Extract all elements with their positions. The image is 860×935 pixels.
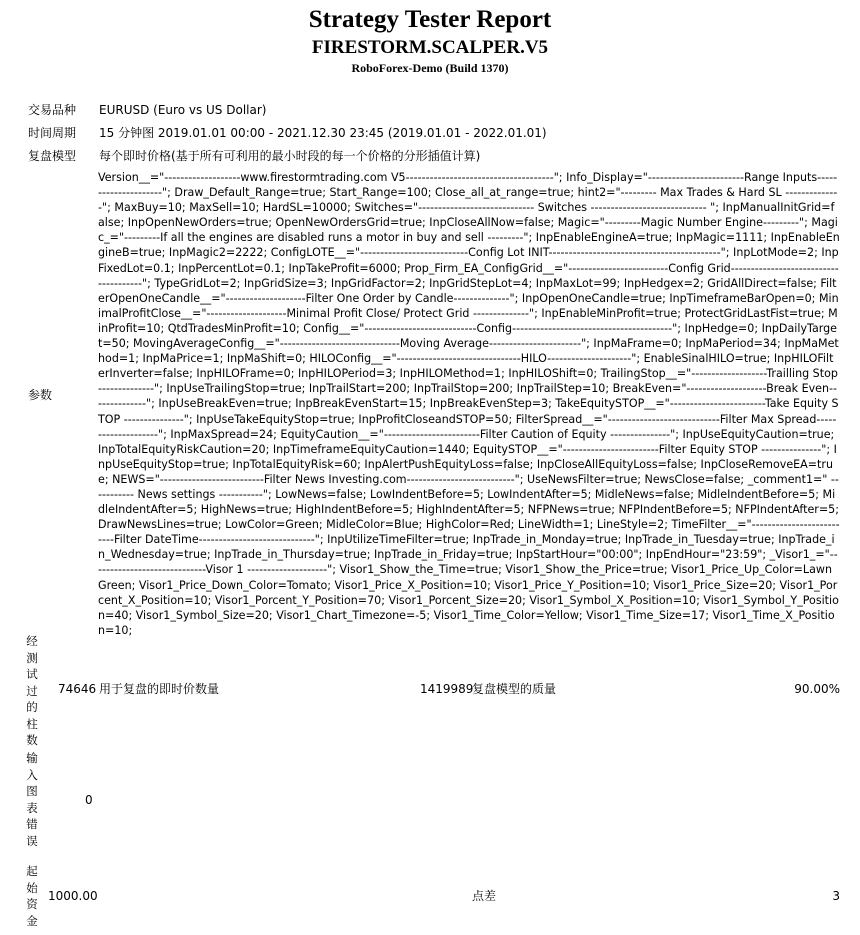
model-value: 每个即时价格(基于所有可利用的最小时段的每一个价格的分形插值计算) [99,149,481,163]
deposit-value: 1000.00 [48,889,98,903]
errors-label: 输入图表错误 [26,751,38,848]
symbol-value: EURUSD (Euro vs US Dollar) [99,103,267,117]
symbol-label: 交易品种 [28,103,77,117]
server-build: RoboForex-Demo (Build 1370) [351,61,509,75]
params-value: Version__="-------------------www.firestormtrading.com V5-------------------------------------"; Info_Display="------------------------Range Inputs---------------------"; Draw_Default_Range=true; Start_Range=100; Close_all_at_range=true; hint2="--------- Max Trades & Hard SL --------------"; MaxBuy=10; MaxSell=10; HardSL=10000; Switches="----------------------------- Switches ----------------------------- "; InpManualInitGrid=false; InpOpenNewOrders=true; OpenNewOrdersGrid=true; InpCloseAllNow=false; Magic="---------Magic Number Engine---------"; Magic_="---------If all the engines are disabled runs a motor in buy and sell ---------"; InpEnableEngineA=true; InpMagic=1111; InpEnableEngineB=true; InpMagic2=2222; ConfigLOTE__="---------------------------Config Lot INIT-------------------------------------------"; InpLotMode=2; InpFixedLot=0.1; InpPercentLot=0.1; InpTakeProfit=6000; Prop_Firm_EA_ConfigGrid__="-------------------------Config Grid--------------------------------------"; TypeGridLot=2; InpGridSize=3; InpGridFactor=2; InpGridStepLot=4; InpMaxLot=99; InpHedgex=2; GridAllDirect=false; FilterOpenOneCandle__="--------------------Filter One Order by Candle--------------"; InpOpenOneCandle=true; InpTimeframeBarOpen=0; MinimalProfitClose__="--------------------Minimal Profit Close/ Protect Grid --------------"; InpEnableMinProfit=true; ProtectGridLastFist=true; MinProfit=10; QtdTradesMinProfit=10; Config__="----------------------------Config----------------------------------------"; InpHedge=0; InpDailyTarget=50; MovingAverageConfig__="------------------------------Moving Average-----------------------"; InpMaFrame=0; InpMaPeriod=34; InpMaMethod=1; InpMaPrice=1; InpMaShift=0; HILOConfig__="-------------------------------HILO---------------------"; EnableSinalHILO=true; InpHILOFilterInverter=false; InpHILOFrame=0; InpHILOPeriod=3; InpHILOMethod=1; InpHILOShift=0; TrailingStop__="-------------------Trailling Stop--------------"; InpUseTrailingStop=true; InpTrailStart=200; InpTrailStop=200; InpTrailStep=10; BreakEven="--------------------Break Even--------------"; InpUseBreakEven=true; InpBreakEvenStart=15; InpBreakEvenStep=3; TakeEquitySTOP__="------------------------Take Equity STOP ---------------"; InpUseTakeEquityStop=true; InpProfitCloseandSTOP=50; FilterSpread__="----------------------------Filter Max Spread--------------------"; InpMaxSpread=24; EquityCaution__="------------------------Filter Caution of Equity ---------------"; InpUseEquityCaution=true; InpTotalEquityRiskCaution=20; InpTimeframeEquityCaution=1440; EquitySTOP__="------------------------Filter Equity STOP ---------------"; InpUseEquityStop=true; InpTotalEquityRisk=60; InpAlertPushEquityLoss=false; InpCloseAllEquityLoss=false; InpCloseRemoveEA=true; NEWS="--------------------------Filter News Investing.com---------------------------"; UseNewsFilter=true; NewsClose=false; _comment1=" ----------- News settings -----------"; LowNews=false; LowIndentBefore=5; LowIndentAfter=5; MidleNews=false; MidleIndentBefore=5; MidleIndentAfter=5; HighNews=true; HighIndentBefore=5; HighIndentAfter=5; NFPNews=true; NFPIndentBefore=5; NFPIndentAfter=5; DrawNewsLines=true; LowColor=Green; MidleColor=Blue; HighColor=Red; LineWidth=1; LineStyle=2; TimeFilter__="--------------------------Filter DateTime-----------------------------"; InpUtilizeTimeFilter=true; InpTrade_in_Monday=true; InpTrade_in_Tuesday=true; InpTrade_in_Wednesday=true; InpTrade_in_Thursday=true; InpTrade_in_Friday=true; InpStartHour="00:00"; InpEndHour="23:59"; _Visor1_="-----------------------------Visor 1 --------------------"; Visor1_Show_the_Time=true; Visor1_Show_the_Price=true; Visor1_Price_Up_Color=LawnGreen; Visor1_Price_Down_Color=Tomato; Visor1_Price_X_Position=10; Visor1_Price_Y_Position=10; Visor1_Price_Size=20; Visor1_Porcent_X_Position=10; Visor1_Porcent_Y_Position=70; Visor1_Porcent_Size=20; Visor1_Symbol_X_Position=10; Visor1_Symbol_Y_Position=40; Visor1_Symbol_Size=20; Visor1_Chart_Timezone=-5; Visor1_Time_Color=Yellow; Visor1_Time_Size=17; Visor1_Time_X_Position=10; [98,171,840,637]
spread-value: 3 [832,889,840,903]
params-label: 参数 [28,388,53,402]
expert-name: FIRESTORM.SCALPER.V5 [311,37,549,58]
ticks-value: 1419989 [420,682,474,696]
errors-value: 0 [85,793,93,807]
report-title: Strategy Tester Report [308,6,552,33]
deposit-label: 起始资金 [26,864,38,928]
period-value: 15 分钟图 2019.01.01 00:00 - 2021.12.30 23:45 (2019.01.01 - 2022.01.01) [99,126,547,140]
model-label: 复盘模型 [28,149,77,163]
ticks-label: 用于复盘的即时价数量 [99,682,220,696]
spread-label: 点差 [472,889,497,903]
bars-label: 经测试过的柱数 [26,634,38,747]
bars-value: 74646 [58,682,97,696]
quality-label: 复盘模型的质量 [472,682,557,696]
quality-value: 90.00% [794,682,840,696]
period-label: 时间周期 [28,126,77,140]
